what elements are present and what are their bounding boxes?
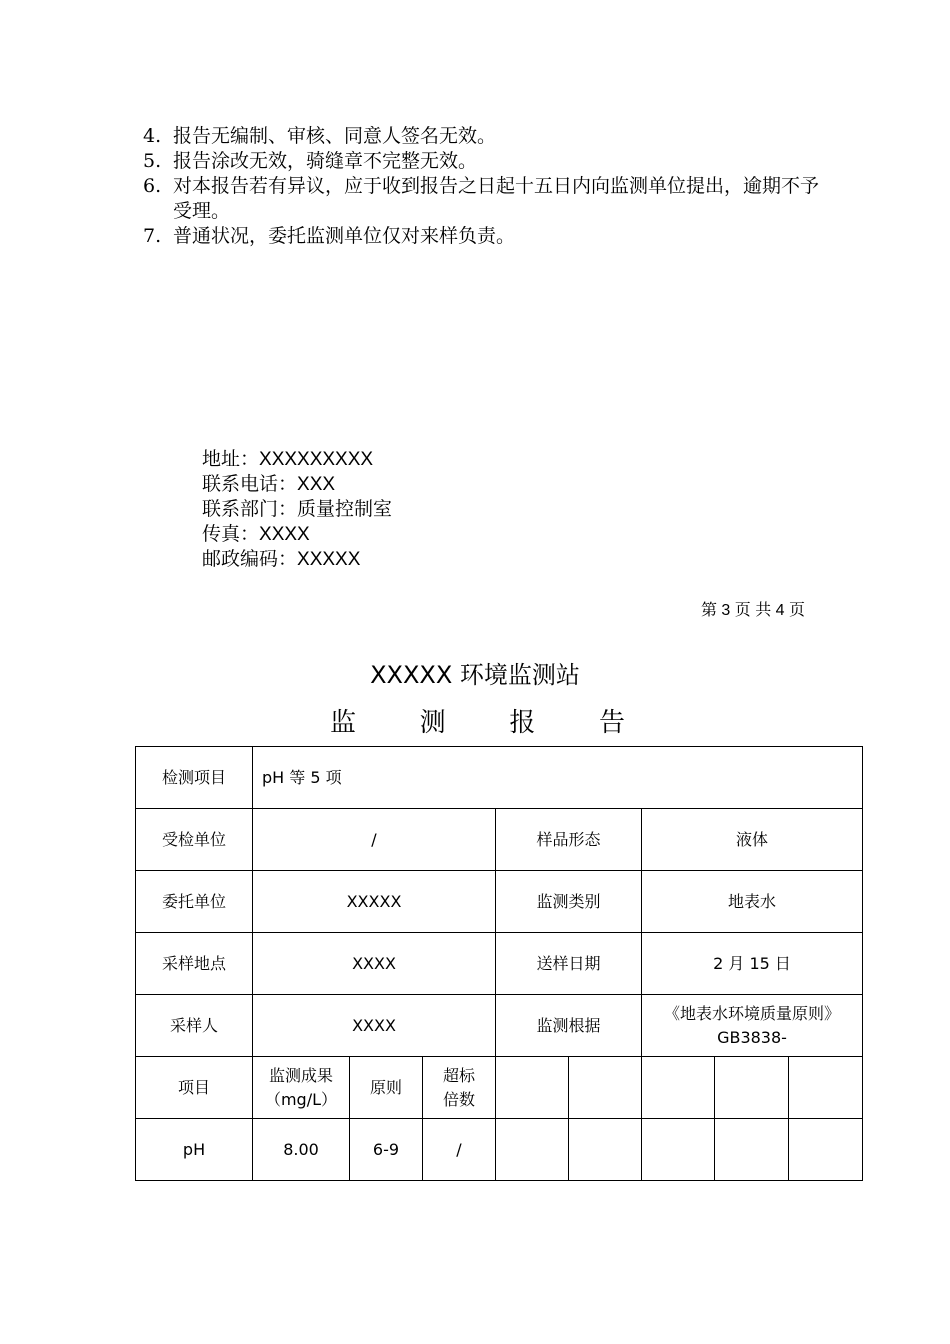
table-row xyxy=(136,871,863,933)
data-item-cell: pH xyxy=(136,1119,253,1181)
station-title: XXXXX 环境监测站 xyxy=(370,661,580,689)
fax-label: 传真： xyxy=(202,523,260,545)
empty-cell xyxy=(569,1119,642,1181)
sample-form-label-cell: 样品形态 xyxy=(496,809,642,871)
send-date-label-cell: 送样日期 xyxy=(496,933,642,995)
note-number: 7. xyxy=(143,225,162,247)
item-label-cell: 检测项目 xyxy=(136,747,253,809)
note-item xyxy=(143,224,823,249)
sample-form-value-cell: 液体 xyxy=(642,809,863,871)
note-text: 报告涂改无效，骑缝章不完整无效。 xyxy=(173,150,478,172)
header-result-line2: （mg/L） xyxy=(264,1089,338,1109)
header-result-line1: 监测成果 xyxy=(268,1065,333,1085)
send-date-value-cell: 2 月 15 日 xyxy=(642,933,863,995)
note-text: 普通状况，委托监测单位仅对来样负责。 xyxy=(173,225,516,247)
note-number: 4. xyxy=(143,125,162,147)
header-item: 项目 xyxy=(136,1057,253,1119)
report-title-char: 监 xyxy=(330,708,357,738)
table-row xyxy=(136,809,863,871)
postcode-line xyxy=(202,547,392,572)
note-item xyxy=(143,174,823,224)
basis-value-cell: 《地表水环境质量原则》GB3838- xyxy=(642,995,863,1057)
postcode-value: XXXXX xyxy=(297,549,361,570)
empty-cell xyxy=(789,1119,863,1181)
empty-cell xyxy=(642,1119,715,1181)
client-label-cell: 委托单位 xyxy=(136,871,253,933)
site-label-cell: 采样地点 xyxy=(136,933,253,995)
phone-label: 联系电话： xyxy=(202,473,298,495)
header-standard: 原则 xyxy=(350,1057,423,1119)
table-row xyxy=(136,933,863,995)
table-row xyxy=(136,995,863,1057)
note-item xyxy=(143,149,823,174)
dept-line xyxy=(202,497,392,522)
report-title-char: 测 xyxy=(419,708,446,738)
fax-value: XXXX xyxy=(259,524,310,545)
report-table xyxy=(135,746,863,1181)
phone-value: XXX xyxy=(297,474,336,495)
dept-value: 质量控制室 xyxy=(297,498,393,520)
report-title xyxy=(330,702,625,739)
address-label: 地址： xyxy=(202,448,260,470)
report-title-char: 告 xyxy=(598,708,625,738)
inspected-label-cell: 受检单位 xyxy=(136,809,253,871)
table-data-row xyxy=(136,1119,863,1181)
item-value-cell: pH 等 5 项 xyxy=(253,747,863,809)
header-exceed xyxy=(423,1057,496,1119)
address-value: XXXXXXXXX xyxy=(259,449,374,470)
empty-cell xyxy=(789,1057,863,1119)
header-exceed-line2: 倍数 xyxy=(442,1089,475,1109)
empty-cell xyxy=(642,1057,715,1119)
category-value-cell: 地表水 xyxy=(642,871,863,933)
notes-list xyxy=(143,124,823,249)
client-value-cell: XXXXX xyxy=(253,871,496,933)
site-value-cell: XXXX xyxy=(253,933,496,995)
empty-cell xyxy=(715,1057,789,1119)
postcode-label: 邮政编码： xyxy=(202,548,298,570)
header-exceed-line1: 超标 xyxy=(442,1065,475,1085)
data-exceed-cell: / xyxy=(423,1119,496,1181)
note-number: 6. xyxy=(143,175,162,197)
note-text: 对本报告若有异议，应于收到报告之日起十五日内向监测单位提出，逾期不予受理。 xyxy=(173,175,820,222)
note-number: 5. xyxy=(143,150,162,172)
sampler-value-cell: XXXX xyxy=(253,995,496,1057)
table-header-row xyxy=(136,1057,863,1119)
empty-cell xyxy=(715,1119,789,1181)
table-row xyxy=(136,747,863,809)
fax-line xyxy=(202,522,392,547)
report-title-char: 报 xyxy=(509,708,536,738)
data-result-cell: 8.00 xyxy=(253,1119,350,1181)
empty-cell xyxy=(496,1119,569,1181)
dept-label: 联系部门： xyxy=(202,498,298,520)
sampler-label-cell: 采样人 xyxy=(136,995,253,1057)
contact-info xyxy=(202,447,392,572)
header-result xyxy=(253,1057,350,1119)
page-number: 第 3 页 共 4 页 xyxy=(700,602,805,619)
empty-cell xyxy=(569,1057,642,1119)
inspected-value-cell: / xyxy=(253,809,496,871)
note-item xyxy=(143,124,823,149)
data-standard-cell: 6-9 xyxy=(350,1119,423,1181)
note-text: 报告无编制、审核、同意人签名无效。 xyxy=(173,125,497,147)
empty-cell xyxy=(496,1057,569,1119)
address-line xyxy=(202,447,392,472)
basis-label-cell: 监测根据 xyxy=(496,995,642,1057)
category-label-cell: 监测类别 xyxy=(496,871,642,933)
phone-line xyxy=(202,472,392,497)
